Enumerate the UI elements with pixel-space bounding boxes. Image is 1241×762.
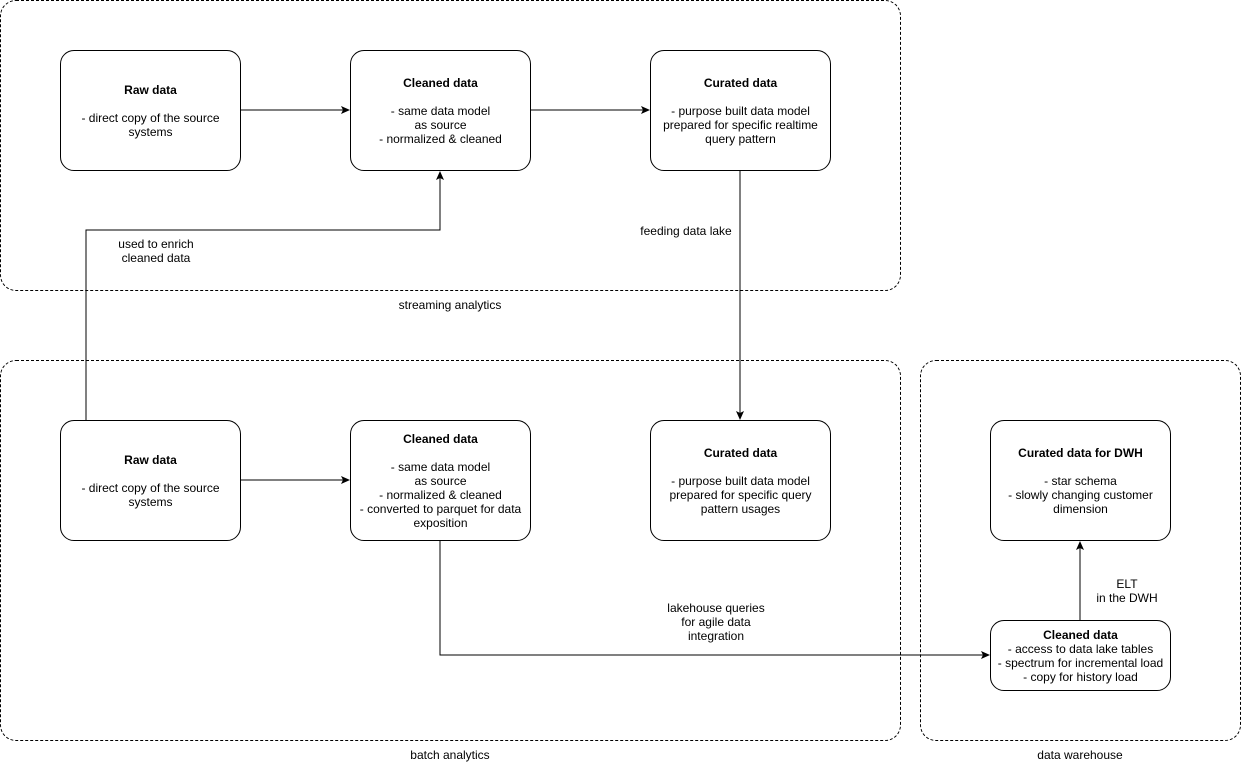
edge-label-line: feeding data lake: [640, 224, 732, 238]
node-text: - direct copy of the source: [81, 110, 220, 125]
node-title: Raw data: [124, 452, 177, 467]
edge-label-elt: [1096, 577, 1157, 605]
edge-label-line: for agile data: [681, 615, 751, 629]
node-streaming-cleaned-data: [350, 50, 531, 171]
node-batch-curated-data: [650, 420, 831, 541]
node-text: - slowly changing customer: [1008, 487, 1153, 502]
node-text: systems: [128, 124, 173, 139]
node-text: pattern usages: [700, 501, 781, 516]
node-text: as source: [414, 117, 467, 132]
node-text: - access to data lake tables: [1007, 641, 1154, 656]
node-text: - normalized & cleaned: [379, 131, 502, 146]
node-dwh-curated-data: [990, 420, 1171, 541]
edge-label-lakehouse: [667, 601, 764, 643]
node-text: - normalized & cleaned: [379, 487, 502, 502]
node-text: exposition: [413, 515, 468, 530]
node-title: Curated data: [703, 445, 778, 460]
node-title: Curated data for DWH: [1018, 445, 1143, 460]
node-dwh-cleaned-data: [990, 620, 1171, 691]
group-label-dwh: data warehouse: [1037, 748, 1123, 762]
edge-label-line: cleaned data: [121, 251, 191, 265]
node-text: - spectrum for incremental load: [997, 655, 1164, 670]
node-text: - star schema: [1044, 473, 1117, 488]
edge-label-line: integration: [687, 629, 745, 643]
node-text: - purpose built data model: [671, 473, 810, 488]
node-text: dimension: [1053, 501, 1108, 516]
edge-label-line: lakehouse queries: [667, 601, 765, 615]
edge-label-line: used to enrich: [118, 237, 194, 251]
node-text: prepared for specific query: [669, 487, 812, 502]
node-text: as source: [414, 473, 467, 488]
node-streaming-raw-data: [60, 50, 241, 171]
node-title: Cleaned data: [403, 75, 478, 90]
node-title: Curated data: [703, 75, 778, 90]
node-text: - same data model: [390, 103, 491, 118]
edge-label-line: ELT: [1116, 577, 1138, 591]
node-text: - converted to parquet for data: [359, 501, 522, 516]
node-batch-raw-data: [60, 420, 241, 541]
node-text: - direct copy of the source: [81, 480, 220, 495]
node-text: - copy for history load: [1023, 669, 1138, 684]
node-text: systems: [128, 494, 173, 509]
node-title: Raw data: [124, 82, 177, 97]
node-batch-cleaned-data: [350, 420, 531, 541]
group-label-batch: batch analytics: [410, 748, 490, 762]
node-title: Cleaned data: [403, 431, 478, 446]
edge-b-raw-to-s-cleaned: [86, 172, 440, 420]
node-streaming-curated-data: [650, 50, 831, 171]
node-title: Cleaned data: [1043, 627, 1118, 642]
node-text: - same data model: [390, 459, 491, 474]
edge-label-enrich: [118, 237, 193, 265]
node-text: query pattern: [705, 131, 776, 146]
edge-label-feeding: [640, 224, 731, 238]
group-label-streaming: streaming analytics: [398, 298, 502, 312]
node-text: prepared for specific realtime: [663, 117, 818, 132]
edge-label-line: in the DWH: [1096, 591, 1158, 605]
node-text: - purpose built data model: [671, 103, 810, 118]
